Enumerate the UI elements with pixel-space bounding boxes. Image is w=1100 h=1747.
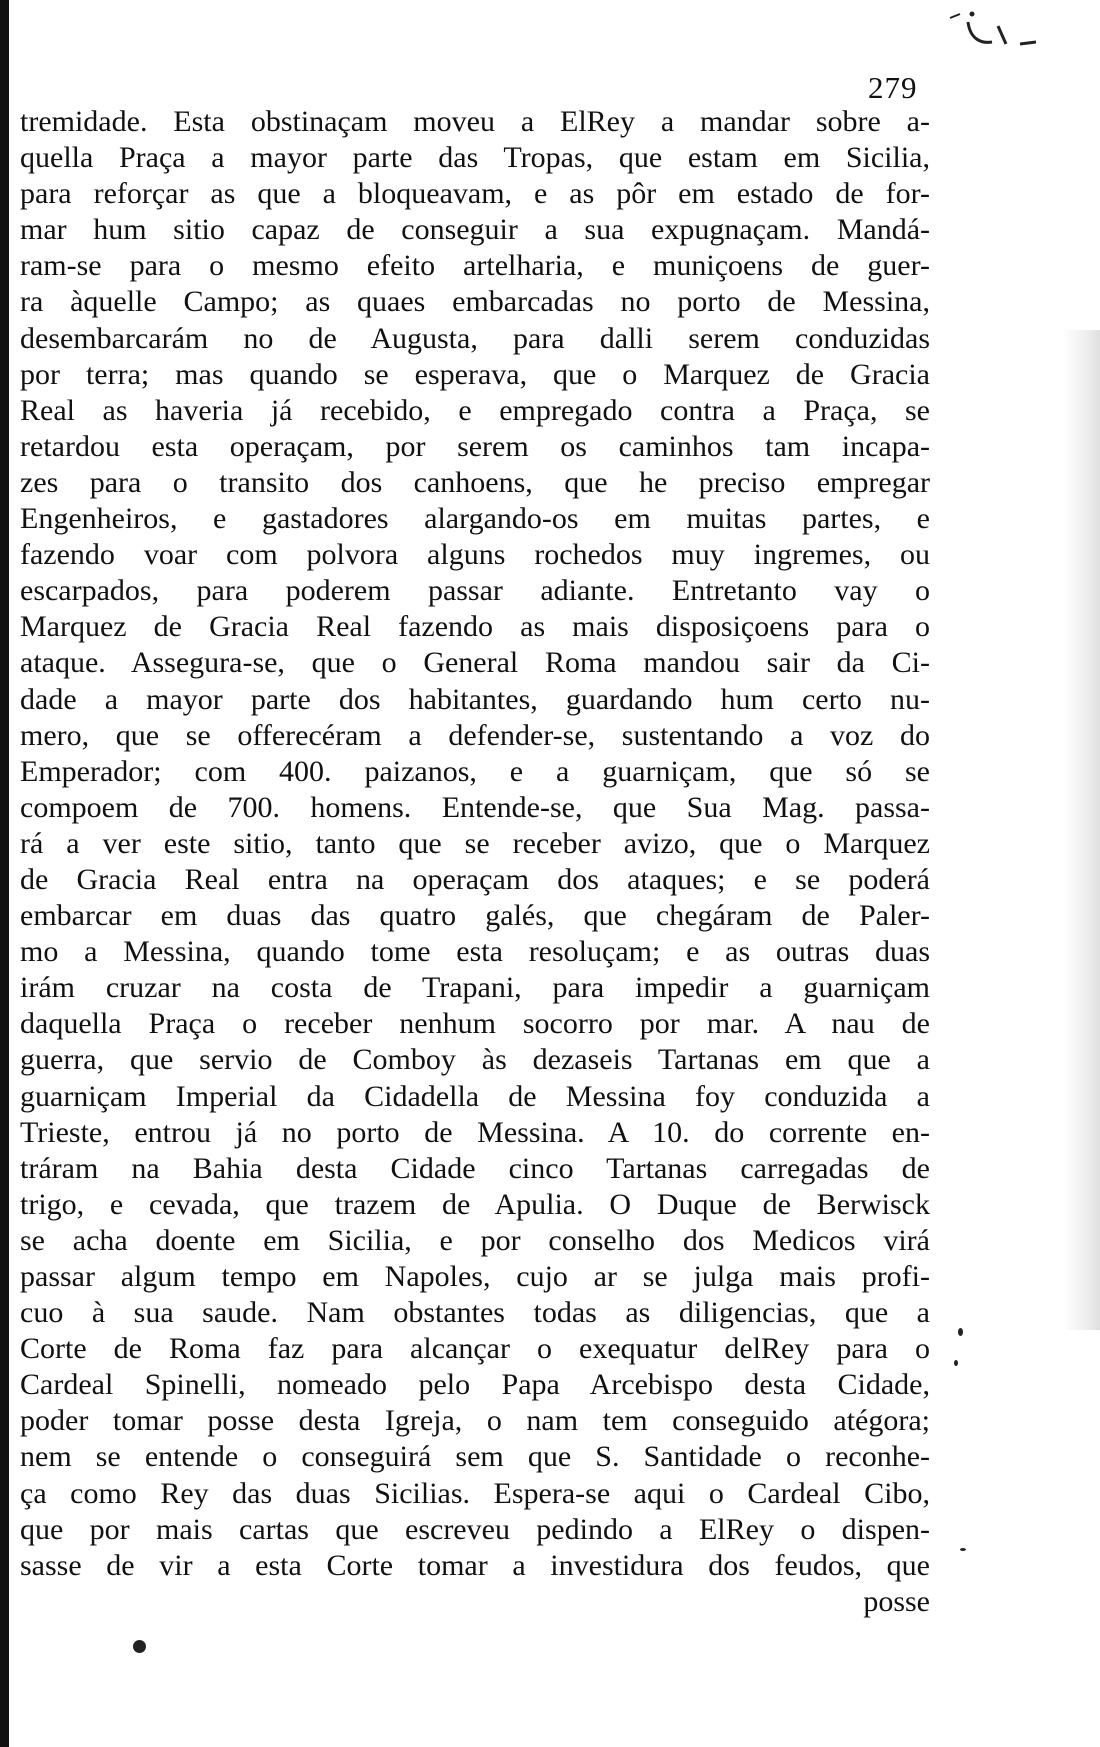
text-line: poder tomar posse desta Igreja, o nam tem conseguido atégora; [20, 1404, 930, 1438]
text-line: guerra, que servio de Comboy às dezaseis Tartanas em que a [20, 1043, 930, 1077]
text-line: passar algum tempo em Napoles, cujo ar se julga mais profi- [20, 1260, 930, 1293]
text-line: tráram na Bahia desta Cidade cinco Tartanas carregadas de [20, 1151, 930, 1185]
text-line: compoem de 700. homens. Entende-se, que Sua Mag. passa- [20, 790, 930, 824]
text-line: mar hum sitio capaz de conseguir a sua expugnaçam. Mandá- [20, 213, 930, 247]
text-line: que por mais cartas que escreveu pedindo a ElRey o dispen- [20, 1512, 930, 1546]
text-line: mero, que se offerecéram a defender-se, sustentando a voz do [20, 718, 930, 752]
text-line: Engenheiros, e gastadores alargando-os em muitas partes, e [20, 502, 930, 536]
body-text [20, 104, 930, 1620]
text-line: tremidade. Esta obstinaçam moveu a ElRey a mandar sobre a- [20, 105, 930, 138]
text-line: guarniçam Imperial da Cidadella de Messina foy conduzida a [20, 1079, 930, 1113]
text-line: daquella Praça o receber nenhum socorro por mar. A nau de [20, 1007, 930, 1041]
text-line: sasse de vir a esta Corte tomar a investidura dos feudos, que [20, 1548, 930, 1582]
ink-dot [133, 1640, 146, 1653]
page-edge-shadow [1062, 330, 1100, 1330]
text-line: desembarcarám no de Augusta, para dalli serem conduzidas [20, 321, 930, 355]
text-line: irám cruzar na costa de Trapani, para impedir a guarniçam [20, 971, 930, 1005]
catchword: posse [863, 1584, 930, 1618]
text-line: ça como Rey das duas Sicilias. Espera-se aqui o Cardeal Cibo, [20, 1476, 930, 1510]
text-line: Real as haveria já recebido, e empregado contra a Praça, se [20, 393, 930, 427]
text-line: ataque. Assegura-se, que o General Roma mandou sair da Ci- [20, 646, 930, 680]
text-line: trigo, e cevada, que trazem de Apulia. O Duque de Berwisck [20, 1187, 930, 1221]
text-line: zes para o transito dos canhoens, que he preciso empregar [20, 465, 930, 499]
text-line: Corte de Roma faz para alcançar o exequatur delRey para o [20, 1332, 930, 1366]
ink-speck [954, 1360, 958, 1366]
text-line: escarpados, para poderem passar adiante. Entretanto vay o [20, 574, 930, 608]
ink-speck [958, 1328, 963, 1336]
text-line: ra àquelle Campo; as quaes embarcadas no porto de Messina, [20, 285, 930, 319]
text-line: dade a mayor parte dos habitantes, guardando hum certo nu- [20, 682, 930, 716]
text-line: de Gracia Real entra na operaçam dos ataques; e se poderá [20, 862, 930, 896]
text-line: retardou esta operaçam, por serem os caminhos tam incapa- [20, 429, 930, 463]
text-line: cuo à sua saude. Nam obstantes todas as diligencias, que a [20, 1296, 930, 1330]
text-line: ram-se para o mesmo efeito artelharia, e muniçoens de guer- [20, 249, 930, 283]
ink-speck [960, 1548, 966, 1551]
text-line: embarcar em duas das quatro galés, que chegáram de Paler- [20, 899, 930, 933]
text-line: mo a Messina, quando tome esta resoluçam; e as outras duas [20, 935, 930, 969]
page-edge-rule [0, 0, 9, 1747]
text-line: por terra; mas quando se esperava, que o Marquez de Gracia [20, 357, 930, 391]
text-line: nem se entende o conseguirá sem que S. Santidade o reconhe- [20, 1440, 930, 1474]
text-line: para reforçar as que a bloqueavam, e as pôr em estado de for- [20, 177, 930, 211]
text-line: Trieste, entrou já no porto de Messina. A 10. do corrente en- [20, 1115, 930, 1149]
text-line: rá a ver este sitio, tanto que se receber avizo, que o Marquez [20, 826, 930, 860]
page-number: 279 [868, 70, 918, 105]
text-line: Cardeal Spinelli, nomeado pelo Papa Arcebispo desta Cidade, [20, 1368, 930, 1402]
corner-ink-marks [940, 8, 1050, 58]
text-line: se acha doente em Sicilia, e por conselho dos Medicos virá [20, 1223, 930, 1257]
text-line: Emperador; com 400. paizanos, e a guarniçam, que só se [20, 754, 930, 788]
text-line: fazendo voar com polvora alguns rochedos muy ingremes, ou [20, 538, 930, 572]
text-line: Marquez de Gracia Real fazendo as mais disposiçoens para o [20, 610, 930, 644]
text-line: quella Praça a mayor parte das Tropas, que estam em Sicilia, [20, 141, 930, 175]
